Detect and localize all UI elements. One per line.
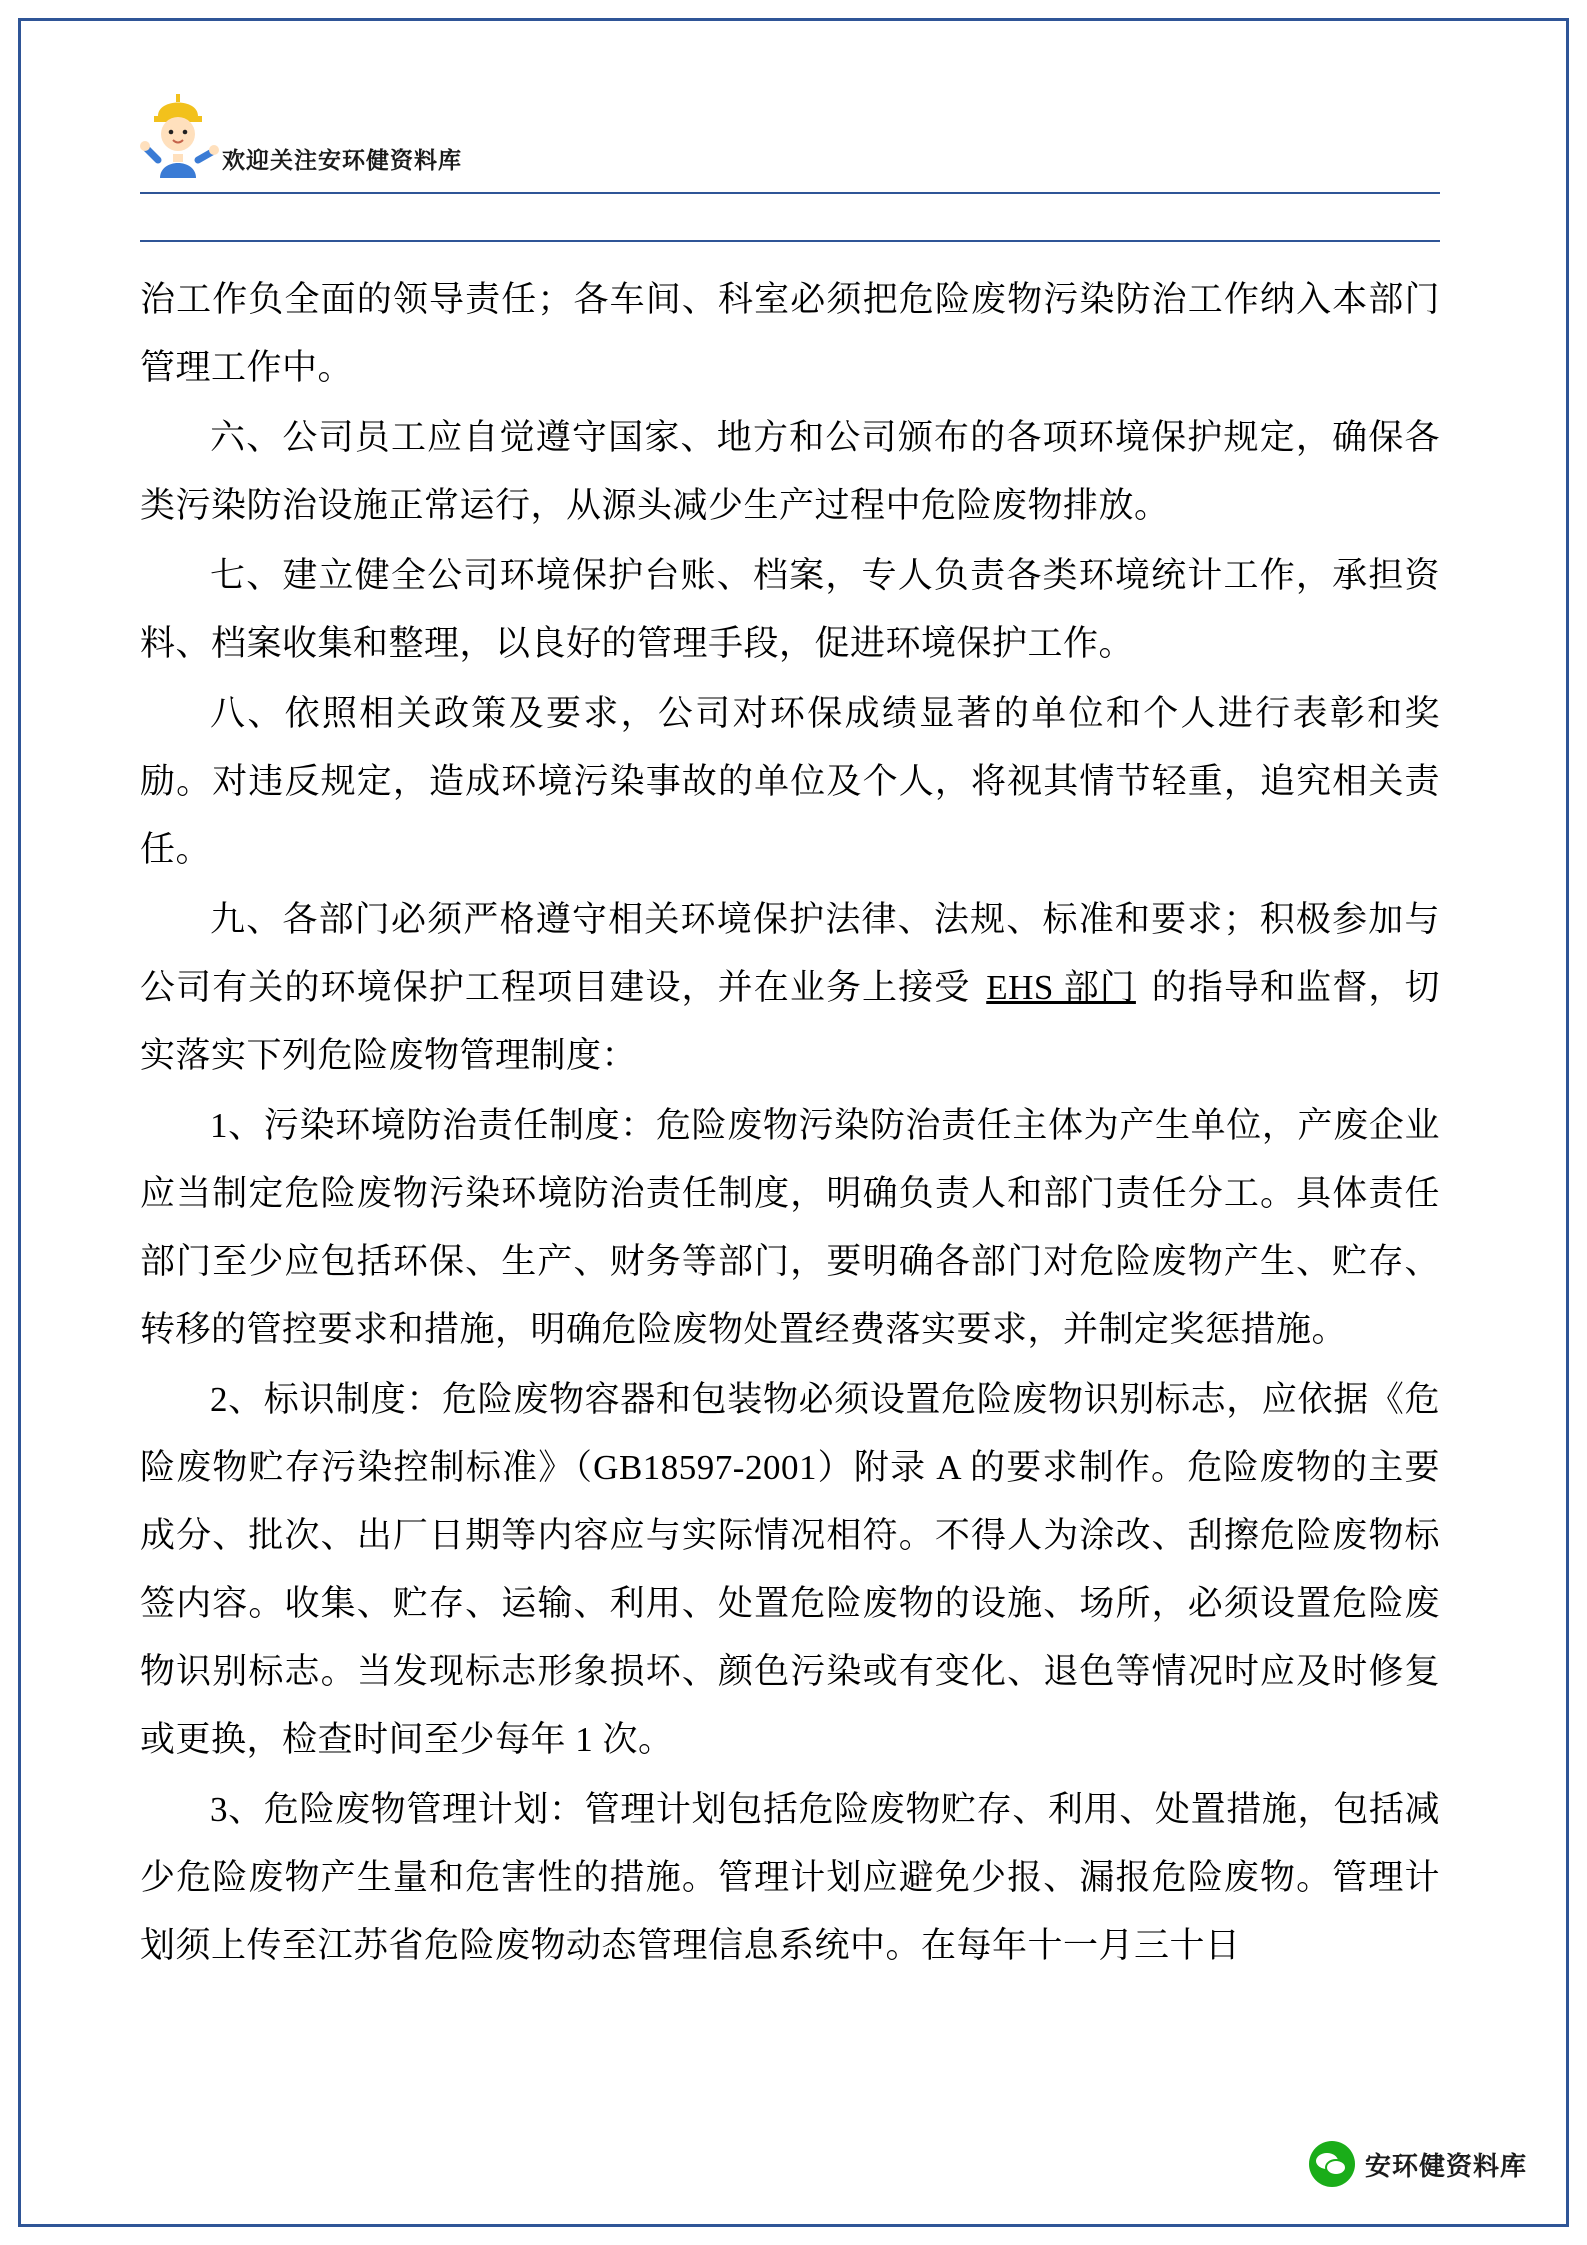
wechat-icon: [1309, 2141, 1355, 2187]
paragraph-item-9: [140, 886, 1440, 1090]
paragraph-item-8: 八、依照相关政策及要求，公司对环保成绩显著的单位和个人进行表彰和奖励。对违反规定，造成环境污染事故的单位及个人，将视其情节轻重，追究相关责任。: [140, 694, 1440, 869]
page-header: [140, 80, 1450, 210]
worker-mascot-icon: [140, 82, 226, 178]
paragraph-continuation: 治工作负全面的领导责任；各车间、科室必须把危险废物污染防治工作纳入本部门管理工作中。: [140, 280, 1440, 387]
footer-badge: [1309, 2141, 1527, 2187]
document-body: [140, 266, 1440, 1982]
paragraph-item-6: 六、公司员工应自觉遵守国家、地方和公司颁布的各项环境保护规定，确保各类污染防治设施正常运行，从源头减少生产过程中危险废物排放。: [140, 418, 1440, 525]
paragraph-item-9-text-after: 的指导和监督，切实落实下列危险废物管理制度：: [140, 968, 1440, 1075]
header-divider-top: [140, 192, 1440, 194]
paragraph-item-9-text-before: 九、各部门必须严格遵守相关环境保护法律、法规、标准和要求；积极参加与公司有关的环境保护工程项目建设，并在业务上接受: [140, 900, 1440, 1007]
header-brand-text: 欢迎关注安环健资料库: [222, 147, 462, 173]
paragraph-sub-3: 3、危险废物管理计划：管理计划包括危险废物贮存、利用、处置措施，包括减少危险废物产生量和危害性的措施。管理计划应避免少报、漏报危险废物。管理计划须上传至江苏省危险废物动态管理信息系统中。在每年十一月三十日: [140, 1790, 1440, 1965]
ehs-department-field: EHS 部门: [986, 968, 1136, 1007]
header-divider-bottom: [140, 240, 1440, 242]
paragraph-sub-2: 2、标识制度：危险废物容器和包装物必须设置危险废物识别标志，应依据《危险废物贮存污染控制标准》（GB18597-2001）附录 A 的要求制作。危险废物的主要成分、批次、出厂日期等内容应与实际情况相符。不得人为涂改、刮擦危险废物标签内容。收集、贮存、运输、利用、处置危险废物的设施、场所，必须设置危险废物识别标志。当发现标志形象损坏、颜色污染或有变化、退色等情况时应及时修复或更换，检查时间至少每年 1 次。: [140, 1380, 1440, 1759]
page-content: [140, 80, 1450, 1965]
paragraph-item-7: 七、建立健全公司环境保护台账、档案，专人负责各类环境统计工作，承担资料、档案收集和整理，以良好的管理手段，促进环境保护工作。: [140, 556, 1440, 663]
footer-badge-text: 安环健资料库: [1364, 2150, 1527, 2181]
paragraph-sub-1: 1、污染环境防治责任制度：危险废物污染防治责任主体为产生单位，产废企业应当制定危险废物污染环境防治责任制度，明确负责人和部门责任分工。具体责任部门至少应包括环保、生产、财务等部门，要明确各部门对危险废物产生、贮存、转移的管控要求和措施，明确危险废物处置经费落实要求，并制定奖惩措施。: [140, 1106, 1440, 1349]
